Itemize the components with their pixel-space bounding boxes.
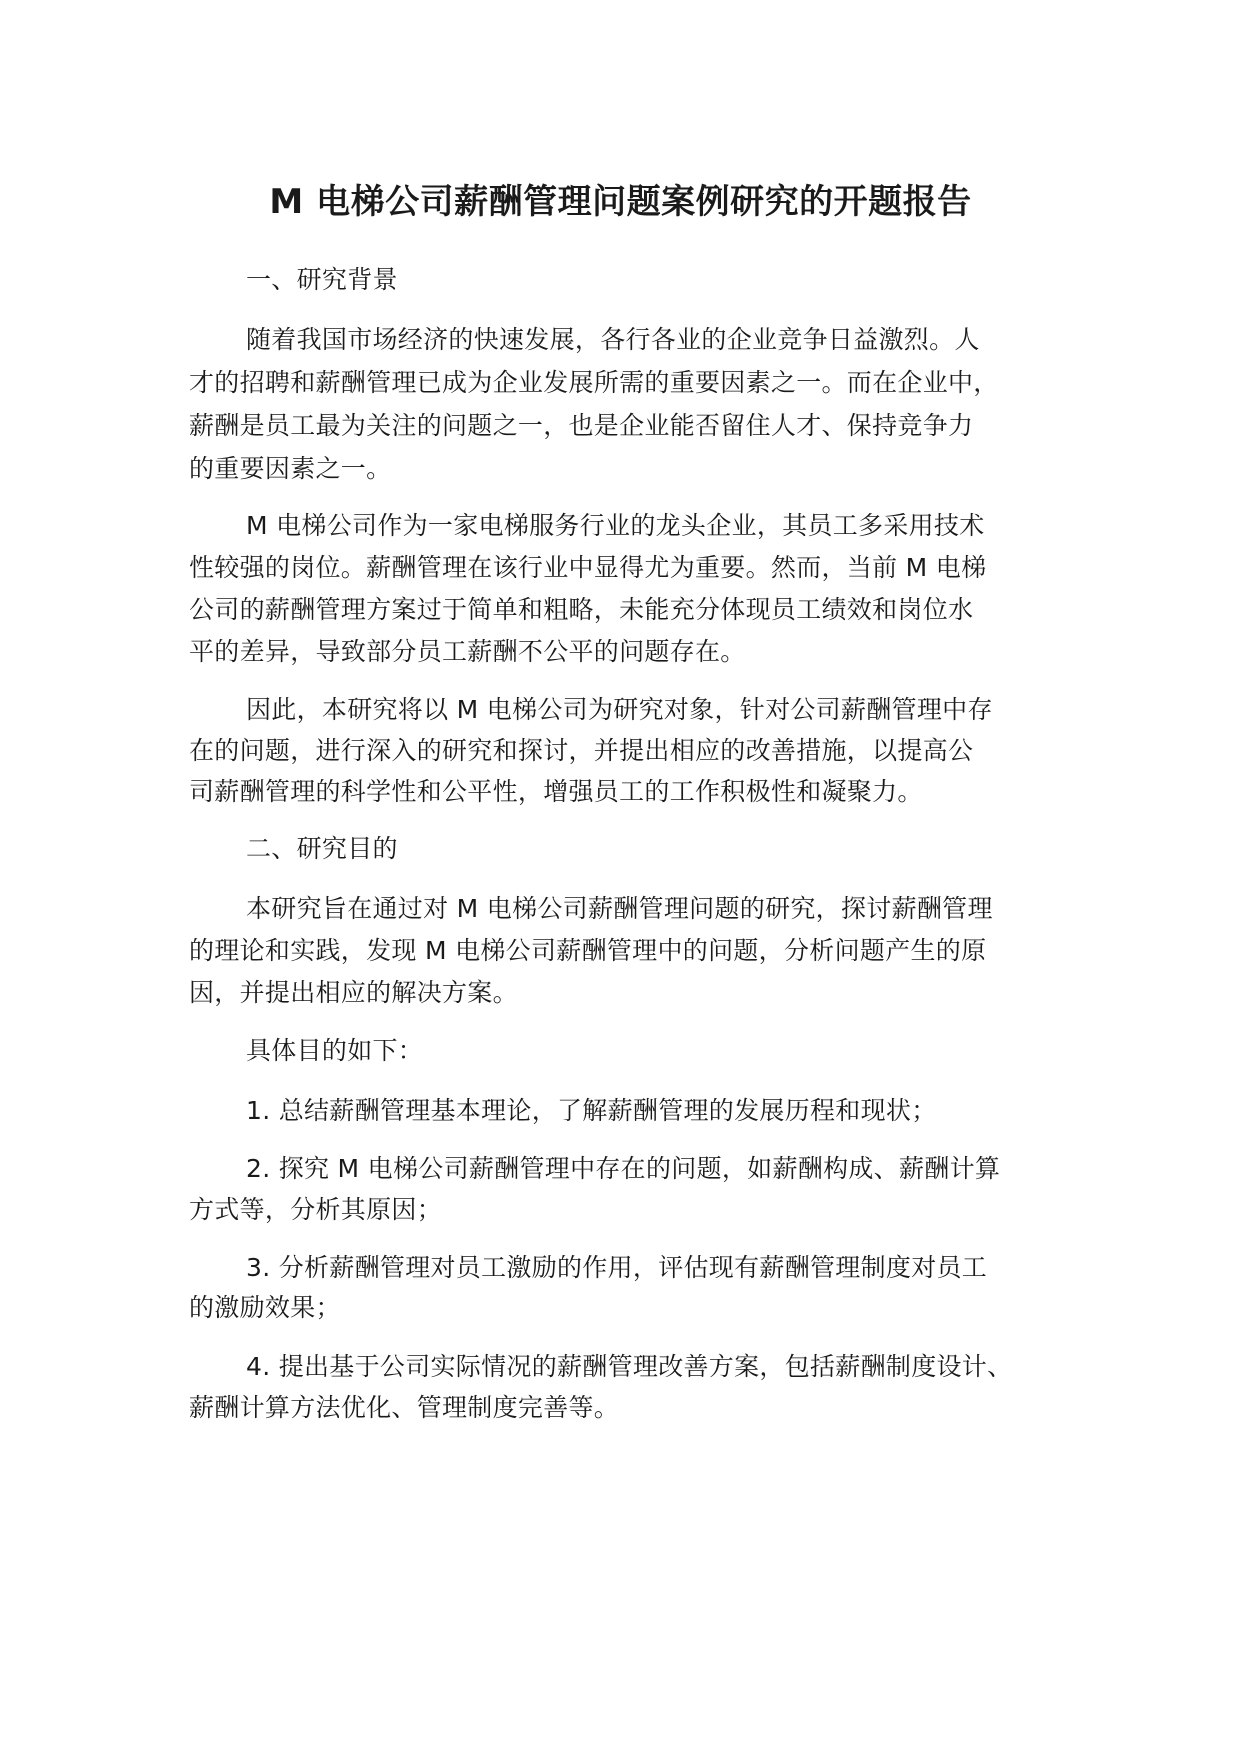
paragraph-line: 的理论和实践，发现 M 电梯公司薪酬管理中的问题，分析问题产生的原 — [189, 936, 987, 965]
list-item-line: 1. 总结薪酬管理基本理论，了解薪酬管理的发展历程和现状； — [246, 1096, 937, 1125]
paragraph-line: 公司的薪酬管理方案过于简单和粗略，未能充分体现员工绩效和岗位水 — [189, 595, 974, 624]
paragraph-line: 因此，本研究将以 M 电梯公司为研究对象，针对公司薪酬管理中存 — [246, 695, 993, 724]
list-item-line: 3. 分析薪酬管理对员工激励的作用，评估现有薪酬管理制度对员工 — [246, 1253, 988, 1282]
paragraph-line: 的重要因素之一。 — [189, 454, 392, 483]
section-heading-objectives: 二、研究目的 — [246, 834, 398, 863]
section-heading-background: 一、研究背景 — [246, 265, 398, 294]
paragraph-line: 本研究旨在通过对 M 电梯公司薪酬管理问题的研究，探讨薪酬管理 — [246, 894, 993, 923]
paragraph-line: 平的差异，导致部分员工薪酬不公平的问题存在。 — [189, 637, 746, 666]
paragraph-line: 司薪酬管理的科学性和公平性，增强员工的工作积极性和凝聚力。 — [189, 777, 923, 806]
list-item-line: 2. 探究 M 电梯公司薪酬管理中存在的问题，如薪酬构成、薪酬计算 — [246, 1154, 1001, 1183]
paragraph-line: 因，并提出相应的解决方案。 — [189, 978, 518, 1007]
paragraph-line: 性较强的岗位。薪酬管理在该行业中显得尤为重要。然而，当前 M 电梯 — [189, 553, 987, 582]
paragraph-line: 才的招聘和薪酬管理已成为企业发展所需的重要因素之一。而在企业中， — [189, 368, 999, 397]
list-item-line: 薪酬计算方法优化、管理制度完善等。 — [189, 1393, 620, 1422]
document-title: M 电梯公司薪酬管理问题案例研究的开题报告 — [269, 182, 972, 222]
list-item-line: 方式等，分析其原因； — [189, 1195, 443, 1224]
paragraph-line: 薪酬是员工最为关注的问题之一，也是企业能否留住人才、保持竞争力 — [189, 411, 974, 440]
paragraph-line: 随着我国市场经济的快速发展，各行各业的企业竞争日益激烈。人 — [246, 325, 980, 354]
paragraph-line: M 电梯公司作为一家电梯服务行业的龙头企业，其员工多采用技术 — [246, 511, 985, 540]
list-item-line: 4. 提出基于公司实际情况的薪酬管理改善方案，包括薪酬制度设计、 — [246, 1352, 1013, 1381]
list-item-line: 的激励效果； — [189, 1293, 341, 1322]
paragraph-line: 在的问题，进行深入的研究和探讨，并提出相应的改善措施，以提高公 — [189, 736, 974, 765]
paragraph-line: 具体目的如下： — [246, 1036, 424, 1065]
